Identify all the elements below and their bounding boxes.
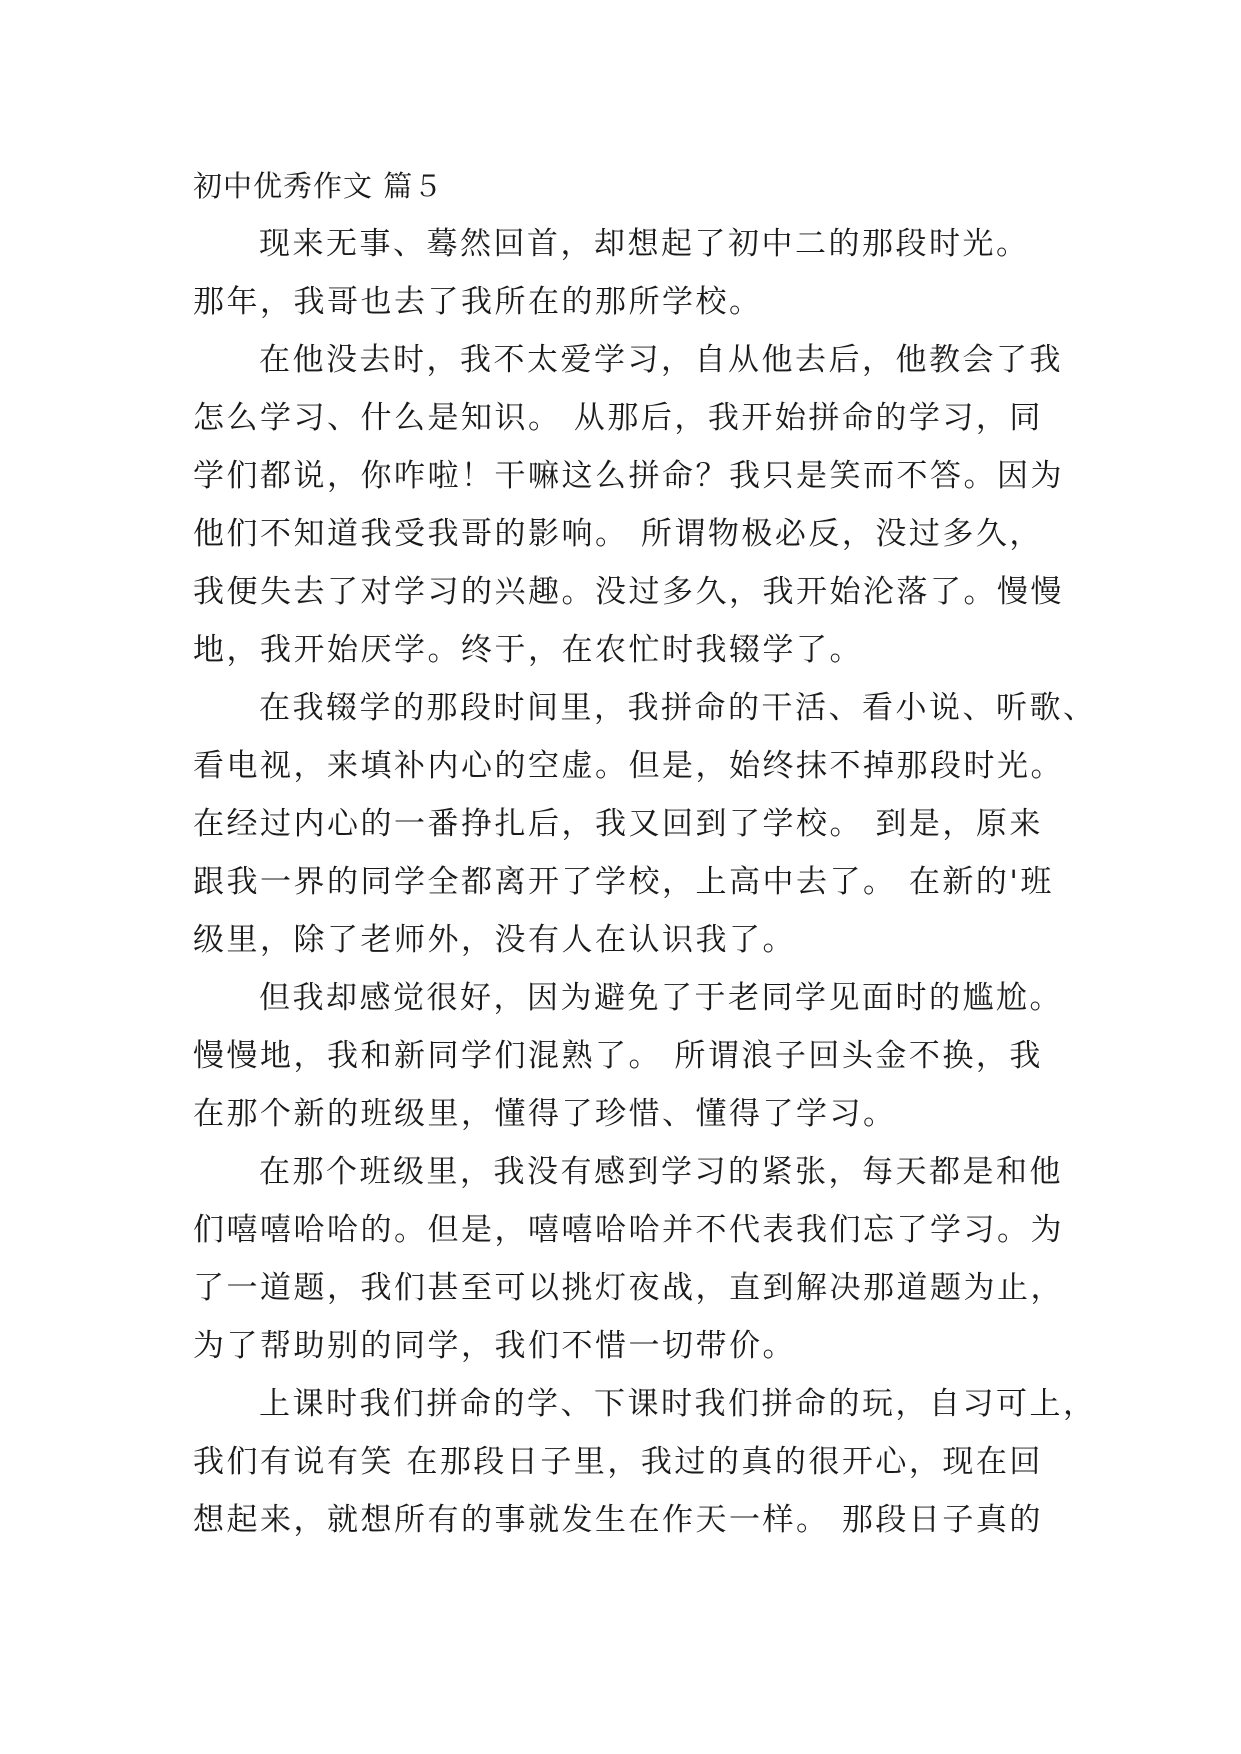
text-line: 但我却感觉很好，因为避免了于老同学见面时的尴尬。 xyxy=(259,980,1063,1016)
paragraph-2 xyxy=(193,331,1073,679)
text-line: 上课时我们拼命的学、下课时我们拼命的玩，自习可上， xyxy=(259,1386,1097,1422)
text-line: 们嘻嘻哈哈的。但是，嘻嘻哈哈并不代表我们忘了学习。为 xyxy=(193,1212,1064,1248)
text-line: 级里，除了老师外，没有人在认识我了。 xyxy=(193,922,796,958)
essay-title: 初中优秀作文 篇５ xyxy=(193,169,444,203)
text-line: 为了帮助别的同学，我们不惜一切带价。 xyxy=(193,1328,796,1364)
essay-body xyxy=(193,157,1097,1549)
paragraph-4 xyxy=(193,969,1073,1143)
text-line: 我们有说有笑 在那段日子里，我过的真的很开心，现在回 xyxy=(193,1444,1043,1480)
text-line: 在那个班级里，我没有感到学习的紧张，每天都是和他 xyxy=(259,1154,1063,1190)
text-line: 在那个新的班级里，懂得了珍惜、懂得了学习。 xyxy=(193,1096,897,1132)
text-line: 怎么学习、什么是知识。 从那后，我开始拼命的学习，同 xyxy=(193,400,1043,436)
text-line: 在经过内心的一番挣扎后，我又回到了学校。 到是，原来 xyxy=(193,806,1043,842)
paragraph-3 xyxy=(193,679,1097,969)
paragraph-5 xyxy=(193,1143,1073,1375)
text-line: 了一道题，我们甚至可以挑灯夜战，直到解决那道题为止， xyxy=(193,1270,1064,1306)
text-line: 他们不知道我受我哥的影响。 所谓物极必反，没过多久， xyxy=(193,516,1043,552)
text-line: 慢慢地，我和新同学们混熟了。 所谓浪子回头金不换，我 xyxy=(193,1038,1043,1074)
text-line: 学们都说，你咋啦！干嘛这么拼命？我只是笑而不答。因为 xyxy=(193,458,1064,494)
text-line: 地，我开始厌学。终于，在农忙时我辍学了。 xyxy=(193,632,863,668)
text-line: 想起来，就想所有的事就发生在作天一样。 那段日子真的 xyxy=(193,1502,1043,1538)
paragraph-1 xyxy=(193,215,1073,331)
text-line: 现来无事、蓦然回首，却想起了初中二的那段时光。 xyxy=(259,226,1030,262)
text-line: 那年，我哥也去了我所在的那所学校。 xyxy=(193,284,763,320)
text-line: 跟我一界的同学全都离开了学校，上高中去了。 在新的'班 xyxy=(193,864,1054,900)
text-line: 看电视，来填补内心的空虚。但是，始终抹不掉那段时光。 xyxy=(193,748,1064,784)
paragraph-6 xyxy=(193,1375,1097,1549)
text-line: 在我辍学的那段时间里，我拼命的干活、看小说、听歌、 xyxy=(259,690,1097,726)
text-line: 我便失去了对学习的兴趣。没过多久，我开始沦落了。慢慢 xyxy=(193,574,1064,610)
text-line: 在他没去时，我不太爱学习，自从他去后，他教会了我 xyxy=(259,342,1063,378)
